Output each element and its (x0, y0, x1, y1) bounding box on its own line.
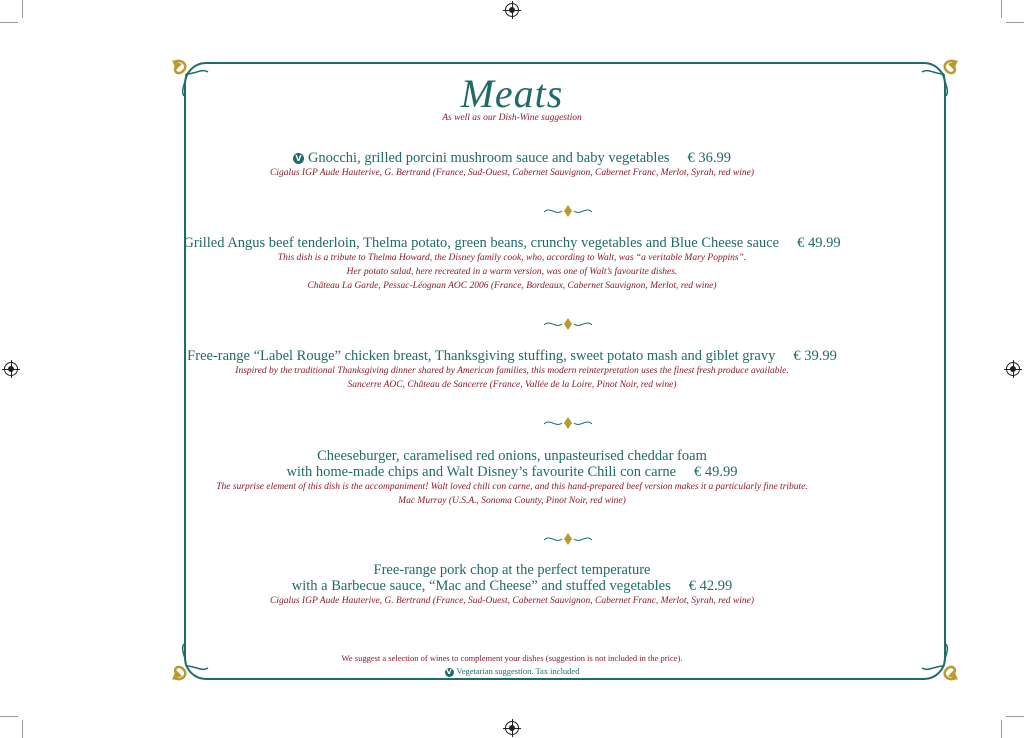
dish-price: € 36.99 (687, 150, 732, 166)
footer-wine-note: We suggest a selection of wines to complement your dishes (suggestion is not included in the price). (341, 653, 683, 663)
registration-mark-top (505, 3, 519, 17)
dish-price: € 49.99 (694, 464, 738, 480)
dish-name: with home-made chips and Walt Disney’s favourite Chili con carne (286, 464, 677, 480)
crop-mark (22, 720, 23, 738)
dish-description: The surprise element of this dish is the accompaniment! Walt loved chili con carne, and this hand-prepared beef version makes it a particularly fine tribute. (216, 482, 808, 492)
dish-price: € 39.99 (793, 348, 837, 364)
crop-mark (1001, 0, 1002, 18)
registration-mark-bottom (505, 721, 519, 735)
wine-suggestion: Sancerre AOC, Château de Sancerre (France, Vallée de la Loire, Pinot Noir, red wine) (347, 380, 677, 390)
divider-ornament (542, 204, 594, 218)
dish-name: Gnocchi, grilled porcini mushroom sauce and baby vegetables (307, 150, 670, 166)
wine-suggestion: Mac Murray (U.S.A., Sonoma County, Pinot Noir, red wine) (398, 496, 626, 506)
dish-price: € 49.99 (797, 235, 841, 251)
dish-description: Inspired by the traditional Thanksgiving dinner shared by American families, this modern reinterpretation uses the finest fresh produce available. (235, 366, 789, 376)
footer-veg-note: Vegetarian suggestion. Tax included (456, 666, 580, 676)
wine-suggestion: Cigalus IGP Aude Hauterive, G. Bertrand (France, Sud-Ouest, Cabernet Sauvignon, Cabernet Franc, Merlot, Syrah, red wine) (270, 168, 754, 178)
dish-name-row (0, 235, 1024, 251)
dish-name: Free-range “Label Rouge” chicken breast, Thanksgiving stuffing, sweet potato mash and giblet gravy (187, 348, 776, 364)
crop-mark (0, 716, 18, 717)
menu-item-angus-beef (0, 235, 1024, 293)
wine-suggestion: Château La Garde, Pessac-Léognan AOC 2006 (France, Bordeaux, Cabernet Sauvignon, Merlot, red wine) (307, 281, 717, 291)
dish-name: with a Barbecue sauce, “Mac and Cheese” and stuffed vegetables (291, 578, 671, 594)
menu-item-gnocchi (0, 150, 1024, 180)
divider-ornament (542, 317, 594, 331)
menu-item-chicken-breast (0, 348, 1024, 392)
menu-item-cheeseburger (0, 448, 1024, 508)
dish-name-row (0, 578, 1024, 594)
dish-name-row (0, 348, 1024, 364)
divider-ornament (542, 532, 594, 546)
wine-suggestion: Cigalus IGP Aude Hauterive, G. Bertrand (France, Sud-Ouest, Cabernet Sauvignon, Cabernet Franc, Merlot, Syrah, red wine) (270, 596, 754, 606)
page-subtitle: As well as our Dish-Wine suggestion (442, 113, 582, 123)
dish-name: Free-range pork chop at the perfect temperature (373, 562, 651, 578)
vegetarian-icon: V (446, 668, 452, 676)
page-title: Meats (460, 71, 564, 116)
crop-mark (0, 22, 18, 23)
crop-mark (22, 0, 23, 18)
dish-name-row (0, 150, 1024, 166)
dish-price: € 42.99 (688, 578, 733, 594)
crop-mark (1006, 716, 1024, 717)
dish-name: Cheeseburger, caramelised red onions, unpasteurised cheddar foam (317, 448, 707, 464)
menu-item-pork-chop (0, 562, 1024, 608)
footer-legend (0, 666, 1024, 677)
dish-description: This dish is a tribute to Thelma Howard, the Disney family cook, who, according to Walt, was “a veritable Mary Poppins”. (277, 253, 747, 263)
dish-name-row (0, 464, 1024, 480)
dish-description: Her potato salad, here recreated in a warm version, was one of Walt’s favourite dishes. (346, 267, 678, 277)
crop-mark (1006, 22, 1024, 23)
vegetarian-icon: V (293, 153, 304, 164)
dish-name: Grilled Angus beef tenderloin, Thelma potato, green beans, crunchy vegetables and Blue Cheese sauce (183, 235, 780, 251)
divider-ornament (542, 416, 594, 430)
crop-mark (1001, 720, 1002, 738)
